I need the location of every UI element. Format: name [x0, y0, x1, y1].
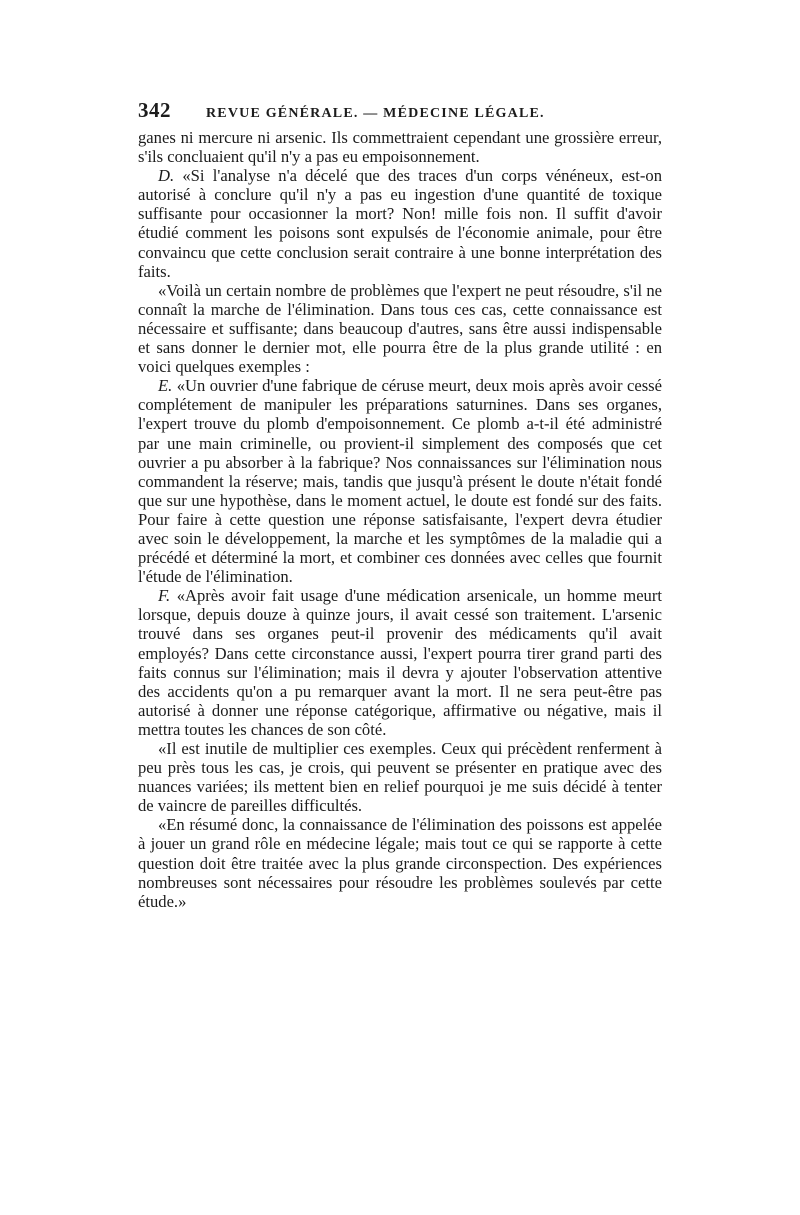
paragraph-text: «Voilà un certain nombre de problèmes que l'expert ne peut résoudre, s'il ne connaît la marche de l'élimination. Dans tous ces cas, cette connaissance est nécessaire et suffisante; dans beaucoup d'autres, sans être aussi indispensable et sans donner le dernier mot, elle pourra être de la plus grande utilité : en voici quelques exemples : — [138, 280, 662, 377]
paragraph-text: «Un ouvrier d'une fabrique de céruse meurt, deux mois après avoir cessé complétement de manipuler les préparations saturnines. Dans ses organes, l'expert trouve du plomb d'empoisonnement. Ce plomb a-t-il été administré par une main criminelle, ou provient-il simplement des composés que cet ouvrier a pu absorber à la fabrique? Nos connaissances sur l'élimination nous commandent la réserve; mais, tandis que jusqu'à présent le doute n'était fondé que sur une hypothèse, dans le moment actuel, le doute est fondé sur des faits. Pour faire à cette question une réponse satisfaisante, l'expert devra étudier avec soin le développement, la marche et les symptômes de la maladie qui a précédé et déterminé la mort, et combiner ces données avec celles que fournit l'étude de l'élimination. — [138, 376, 662, 587]
book-page — [138, 98, 662, 911]
item-label: F. — [158, 586, 171, 606]
paragraph — [138, 128, 662, 166]
item-label: D. — [158, 166, 175, 186]
page-header — [138, 98, 662, 124]
page-number: 342 — [138, 98, 171, 122]
paragraph — [138, 815, 662, 910]
body-text — [138, 128, 662, 911]
paragraph-text: «Si l'analyse n'a décelé que des traces d'un corps vénéneux, est-on autorisé à conclure qu'il n'y a pas eu ingestion d'une quantité de toxique suffisante pour occasionner la mort? Non! mille fois non. Il suffit d'avoir étudié comment les poisons sont expulsés de l'économie animale, pour être convaincu que cette conclusion serait contraire à une bonne interprétation des faits. — [138, 166, 662, 281]
paragraph-text: ganes ni mercure ni arsenic. Ils commettraient cependant une grossière erreur, s'ils concluaient qu'il n'y a pas eu empoisonnement. — [138, 128, 662, 167]
paragraph — [138, 739, 662, 815]
item-label: E. — [158, 376, 173, 396]
paragraph — [138, 166, 662, 281]
paragraph-text: «En résumé donc, la connaissance de l'élimination des poissons est appelée à jouer un grand rôle en médecine légale; mais tout ce qui se rapporte à cette question doit être traitée avec la plus grande circonspection. Des expériences nombreuses sont nécessaires pour résoudre les problèmes soulevés par cette étude.» — [138, 815, 662, 911]
running-head: REVUE GÉNÉRALE. — MÉDECINE LÉGALE. — [206, 106, 545, 121]
paragraph-text: «Après avoir fait usage d'une médication arsenicale, un homme meurt lorsque, depuis douze à quinze jours, il avait cessé son traitement. L'arsenic trouvé dans ses organes peut-il provenir des médicaments qu'il avait employés? Dans cette circonstance aussi, l'expert pourra tirer grand parti des faits connus sur l'élimination; mais il devra y ajouter l'observation attentive des accidents qu'on a pu remarquer avant la mort. Il ne sera peut-être pas autorisé à donner une réponse catégorique, affirmative ou négative, mais il mettra toutes les chances de son côté. — [138, 586, 662, 739]
paragraph — [138, 376, 662, 586]
paragraph — [138, 281, 662, 376]
paragraph — [138, 586, 662, 739]
paragraph-text: «Il est inutile de multiplier ces exemples. Ceux qui précèdent renferment à peu près tous les cas, je crois, qui peuvent se présenter en pratique avec des nuances variées; ils mettent bien en relief pourquoi je me suis décidé à tenter de vaincre de pareilles difficultés. — [138, 739, 662, 816]
